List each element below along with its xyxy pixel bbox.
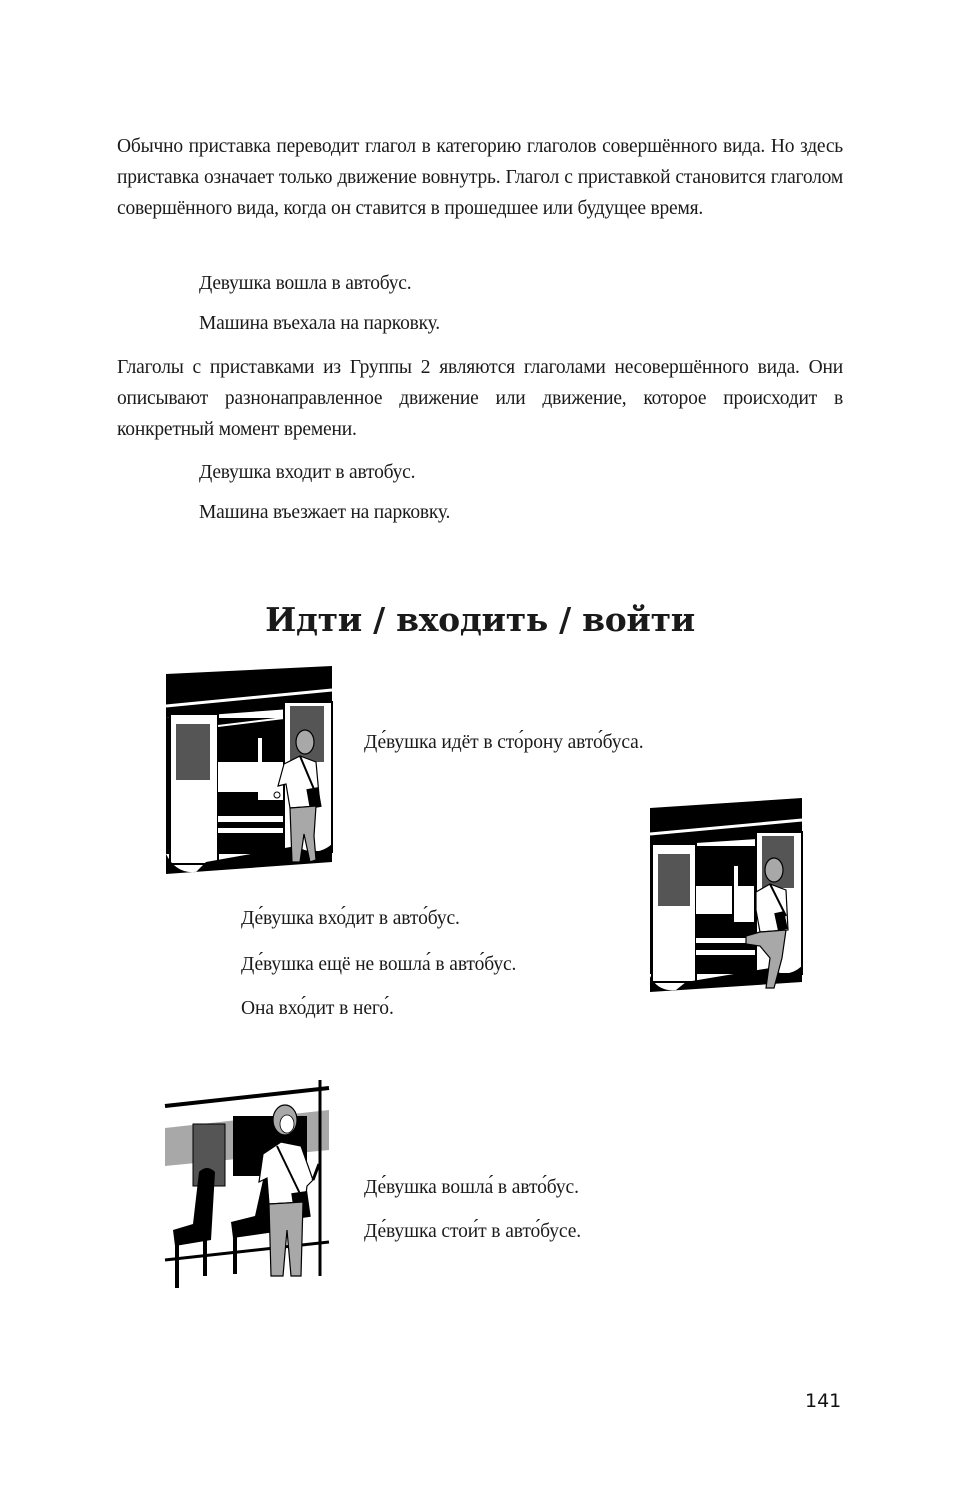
caption: Де́вушка стои́т в авто́бусе. bbox=[364, 1221, 582, 1242]
page-number: 141 bbox=[805, 1390, 842, 1412]
girl-standing-in-bus-illustration bbox=[163, 1080, 335, 1290]
caption: Де́вушка идёт в сто́рону авто́буса. bbox=[364, 732, 644, 753]
girl-walking-to-bus-illustration bbox=[166, 666, 334, 874]
girl-entering-bus-illustration bbox=[650, 798, 804, 992]
example-sentence: Девушка входит в автобус. bbox=[199, 462, 416, 483]
section-title: Идти / входить / войти bbox=[265, 600, 695, 639]
example-sentence: Машина въехала на парковку. bbox=[199, 313, 440, 334]
example-sentence: Девушка вошла в автобус. bbox=[199, 273, 412, 294]
caption: Де́вушка вхо́дит в авто́бус. bbox=[241, 908, 460, 929]
example-sentence: Машина въезжает на парковку. bbox=[199, 502, 451, 523]
paragraph-perfective-rule: Обычно приставка переводит глагол в категорию глаголов совершённого вида. Но здесь приставка означает только движение вовнутрь. Глагол с приставкой становится глаголом совершённого вида, когда он ставится в прошедшее или будущее время. bbox=[117, 136, 843, 219]
paragraph-imperfective-rule: Глаголы с приставками из Группы 2 являются глаголами несовершённого вида. Они описывают разнонаправленное движение или движение, которое происходит в конкретный момент времени. bbox=[117, 357, 843, 440]
caption: Де́вушка ещё не вошла́ в авто́бус. bbox=[241, 954, 517, 975]
caption: Она вхо́дит в него́. bbox=[241, 998, 394, 1019]
caption: Де́вушка вошла́ в авто́бус. bbox=[364, 1177, 579, 1198]
